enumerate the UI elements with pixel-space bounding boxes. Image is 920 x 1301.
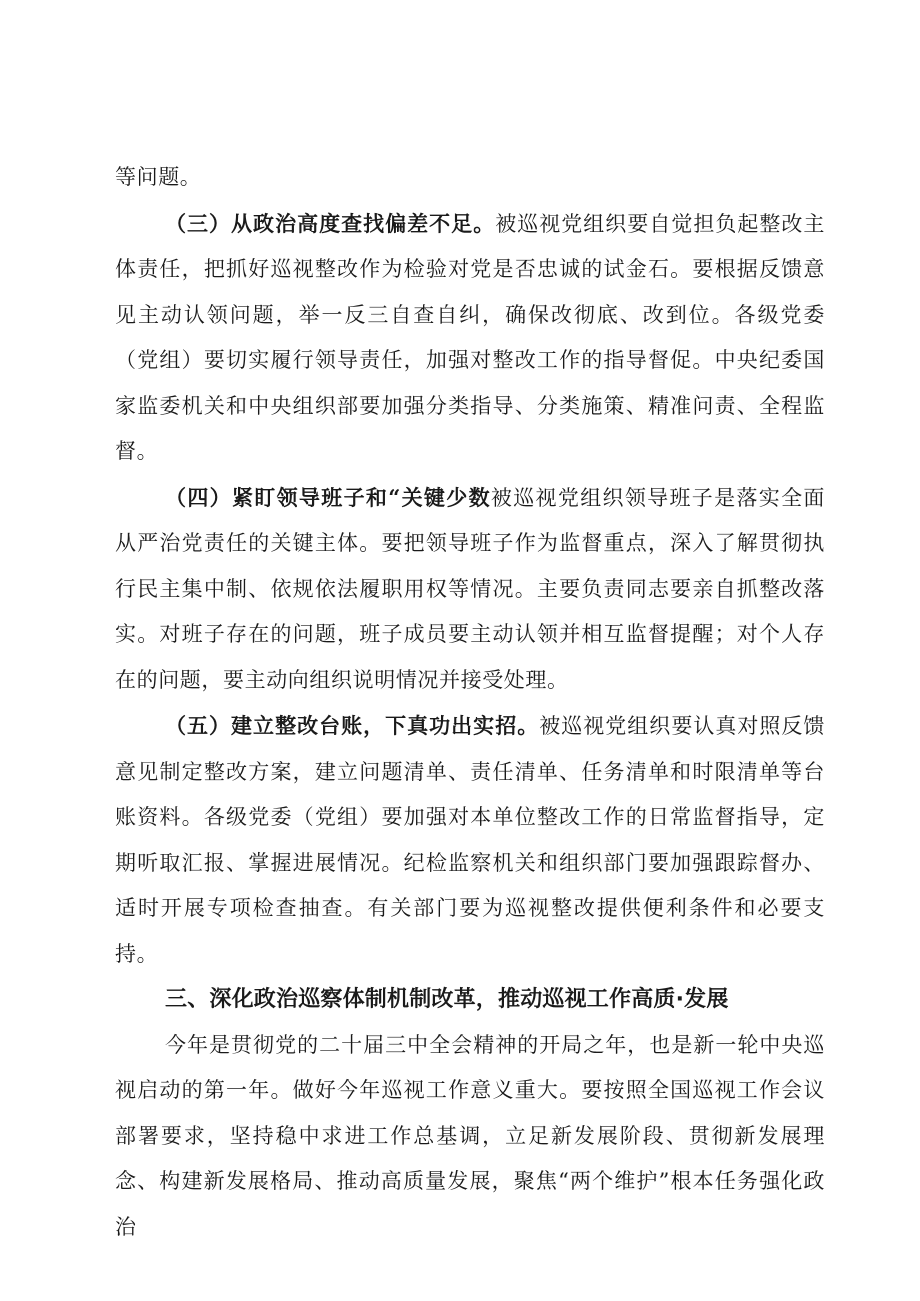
paragraph-lead-heading: （三）从政治高度查找偏差不足。 [165,210,496,236]
paragraph-lead-heading: （四）紧盯领导班子和“关键少数 [165,484,491,510]
paragraph-section-5 [115,703,825,977]
paragraph-lead-heading: （五）建立整改台账，下真功出实招。 [165,713,540,738]
paragraph-text: 被巡视党组织要自觉担负起整改主体责任，把抓好巡视整改作为检验对党是否忠诚的试金石。要根据反馈意见主动认领问题，举一反三自查自纠，确保改彻底、改到位。各级党委（党组）要切实履行领导责任，加强对整改工作的指导督促。中央纪委国家监委机关和中央组织部要加强分类指导、分类施策、精准问责、全程监督。 [115,211,826,463]
paragraph-section-4 [115,475,825,704]
paragraph-closing [115,1023,825,1251]
paragraph-text: 被巡视党组织要认真对照反馈意见制定整改方案，建立问题清单、责任清单、任务清单和时限清单等台账资料。各级党委（党组）要加强对本单位整改工作的日常监督指导，定期听取汇报、掌握进展情况。纪检监察机关和组织部门要加强跟踪督办、适时开展专项检查抽查。有关部门要为巡视整改提供便利条件和必要支持。 [115,714,825,966]
section-heading: 三、深化政治巡察体制机制改革，推动巡视工作高质·发展 [165,987,729,1012]
paragraph-section-3 [115,201,825,475]
paragraph-text: 被巡视党组织领导班子是落实全面从严治党责任的关键主体。要把领导班子作为监督重点，深入了解贯彻执行民主集中制、依规依法履职用权等情况。主要负责同志要亲自抓整改落实。对班子存在的问题，班子成员要主动认领并相互监督提醒；对个人存在的问题，要主动向组织说明情况并接受处理。 [115,485,826,692]
paragraph-text: 今年是贯彻党的二十届三中全会精神的开局之年，也是新一轮中央巡视启动的第一年。做好今年巡视工作意义重大。要按照全国巡视工作会议部署要求，坚持稳中求进工作总基调，立足新发展阶段、贯彻新发展理念、构建新发展格局、推动高质量发展，聚焦“两个维护”根本任务强化政治 [115,1032,825,1239]
document-page [115,155,825,1250]
paragraph-continuation [115,155,825,201]
paragraph-text: 等问题。 [115,165,202,189]
